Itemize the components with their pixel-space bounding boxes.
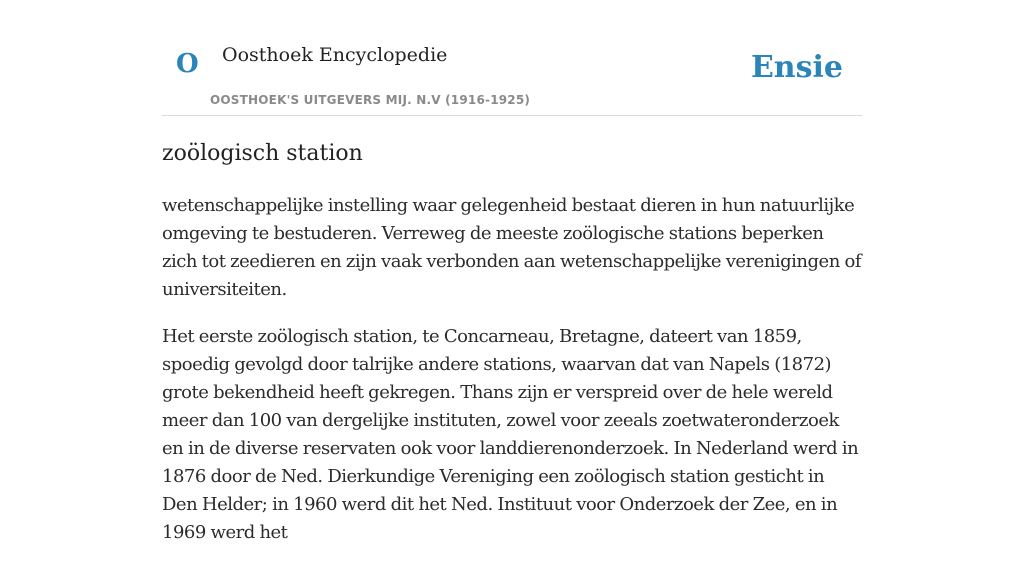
entry-paragraph: Het eerste zoölogisch station, te Concarneau, Bretagne, dateert van 1859, spoedig gevolgd door talrijke andere stations, waarvan dat van Napels (1872) grote bekendheid heeft gekregen. Thans zijn er verspreid over de hele wereld meer dan 100 van dergelijke instituten, zowel voor zeeals zoetwateronderzoek en in de diverse reservaten ook voor landdierenonderzoek. In Nederland werd in 1876 door de Ned. Dierkundige Vereniging een zoölogisch station gesticht in Den Helder; in 1960 werd dit het Ned. Instituut voor Onderzoek der Zee, en in 1969 werd het [162, 326, 859, 543]
ensie-logo-link[interactable]: Ensie [750, 50, 843, 85]
entry-body [162, 192, 862, 566]
entry-paragraph: wetenschappelijke instelling waar gelegenheid bestaat dieren in hun natuurlijke omgeving te bestuderen. Verreweg de meeste zoölogische stations beperken zich tot zeedieren en zijn vaak verbonden aan wetenschappelijke verenigingen of universiteiten. [162, 195, 862, 300]
dictionary-title-link[interactable]: Oosthoek Encyclopedie [222, 44, 448, 66]
publisher-label: OOSTHOEK'S UITGEVERS MIJ. N.V (1916-1925) [210, 93, 531, 107]
entry-title: zoölogisch station [162, 141, 363, 166]
dictionary-initial-logo[interactable]: O [176, 49, 199, 79]
content-container [162, 0, 862, 543]
dictionary-header [162, 0, 862, 116]
